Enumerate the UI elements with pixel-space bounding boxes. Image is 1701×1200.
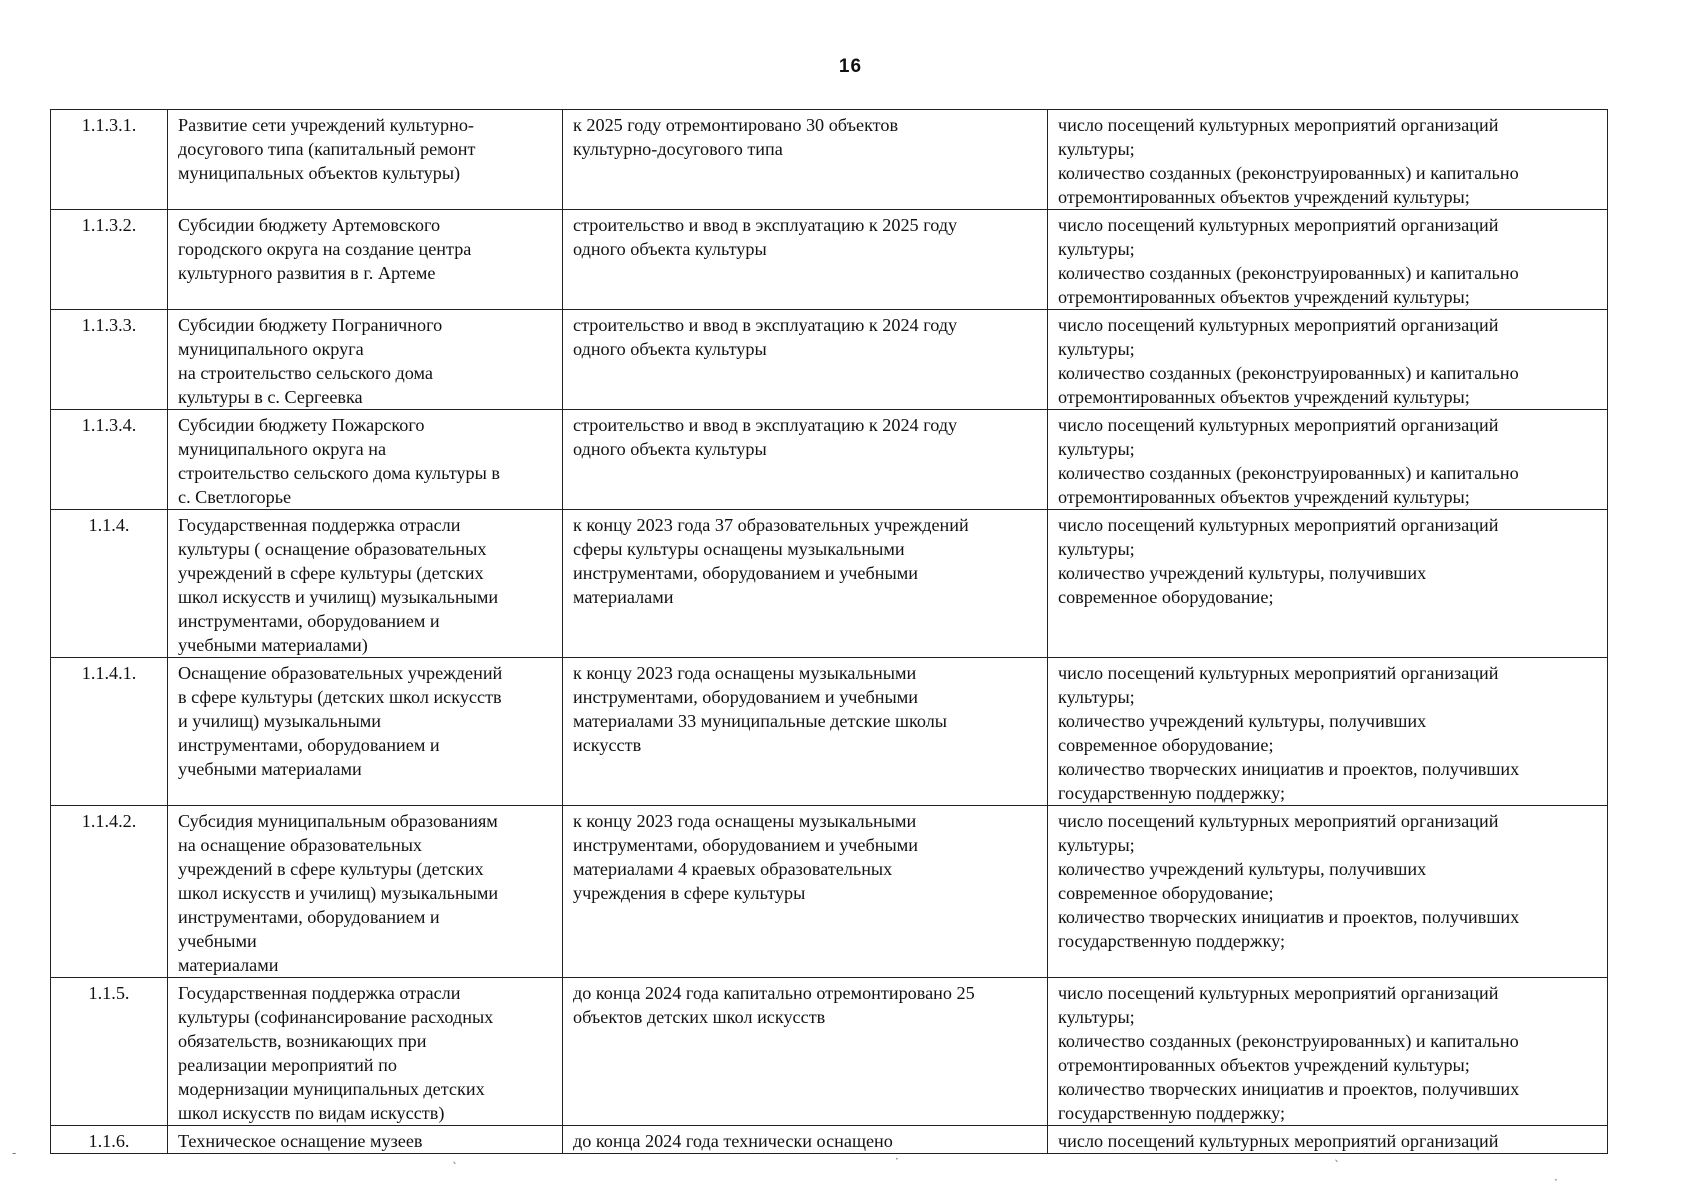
measure-name-line: Оснащение образовательных учреждений bbox=[178, 663, 503, 683]
indicator-line: количество созданных (реконструированных) и капитально bbox=[1058, 363, 1519, 383]
indicators-cell bbox=[1048, 978, 1608, 1126]
expected-result-line: одного объекта культуры bbox=[573, 239, 767, 259]
table-row bbox=[51, 806, 1608, 978]
row-number-cell bbox=[51, 978, 168, 1126]
measure-name-line: муниципального округа на bbox=[178, 439, 387, 459]
indicator-line: число посещений культурных мероприятий организаций bbox=[1058, 1131, 1499, 1151]
measure-name-cell bbox=[168, 978, 563, 1126]
scan-artifact: ˎ bbox=[1334, 1148, 1340, 1162]
indicator-line: количество учреждений культуры, получивших bbox=[1058, 859, 1427, 879]
table-row bbox=[51, 978, 1608, 1126]
indicator-line: число посещений культурных мероприятий организаций bbox=[1058, 811, 1499, 831]
measure-name-line: учреждений в сфере культуры (детских bbox=[178, 859, 484, 879]
indicator-line: число посещений культурных мероприятий организаций bbox=[1058, 115, 1499, 135]
expected-result-line: сферы культуры оснащены музыкальными bbox=[573, 539, 905, 559]
measure-name-cell bbox=[168, 410, 563, 510]
indicator-line: культуры; bbox=[1058, 1007, 1135, 1027]
measure-name-line: на оснащение образовательных bbox=[178, 835, 423, 855]
expected-result-line: материалами 33 муниципальные детские школы bbox=[573, 711, 948, 731]
scan-artifact: - bbox=[12, 1146, 17, 1160]
expected-result-cell bbox=[563, 658, 1048, 806]
expected-result-line: до конца 2024 года технически оснащено bbox=[573, 1131, 893, 1151]
row-number-cell bbox=[51, 410, 168, 510]
indicators-cell bbox=[1048, 1126, 1608, 1154]
measure-name-line: школ искусств и училищ) музыкальными bbox=[178, 587, 499, 607]
measure-name-cell bbox=[168, 1126, 563, 1154]
indicator-line: отремонтированных объектов учреждений культуры; bbox=[1058, 387, 1470, 407]
row-number: 1.1.3.1. bbox=[81, 115, 137, 135]
indicator-line: государственную поддержку; bbox=[1058, 931, 1286, 951]
row-number-cell bbox=[51, 510, 168, 658]
measure-name-line: на строительство сельского дома bbox=[178, 363, 433, 383]
indicator-line: государственную поддержку; bbox=[1058, 783, 1286, 803]
measure-name-line: в сфере культуры (детских школ искусств bbox=[178, 687, 502, 707]
expected-result-cell bbox=[563, 978, 1048, 1126]
table-row bbox=[51, 410, 1608, 510]
indicators-cell bbox=[1048, 210, 1608, 310]
measure-name-cell bbox=[168, 806, 563, 978]
measure-name-cell bbox=[168, 510, 563, 658]
page-number: 16 bbox=[838, 56, 863, 77]
indicator-line: количество творческих инициатив и проектов, получивших bbox=[1058, 759, 1520, 779]
indicator-line: культуры; bbox=[1058, 139, 1135, 159]
expected-result-line: материалами 4 краевых образовательных bbox=[573, 859, 893, 879]
row-number: 1.1.4.2. bbox=[81, 811, 137, 831]
table-row bbox=[51, 658, 1608, 806]
measure-name-line: модернизации муниципальных детских bbox=[178, 1079, 485, 1099]
measure-name-line: муниципальных объектов культуры) bbox=[178, 163, 461, 183]
measure-name-line: учреждений в сфере культуры (детских bbox=[178, 563, 484, 583]
indicator-line: современное оборудование; bbox=[1058, 587, 1274, 607]
row-number: 1.1.3.4. bbox=[81, 415, 137, 435]
expected-result-cell bbox=[563, 806, 1048, 978]
expected-result-line: одного объекта культуры bbox=[573, 439, 767, 459]
expected-result-line: строительство и ввод в эксплуатацию к 2024 году bbox=[573, 315, 958, 335]
indicator-line: государственную поддержку; bbox=[1058, 1103, 1286, 1123]
indicator-line: культуры; bbox=[1058, 239, 1135, 259]
indicator-line: культуры; bbox=[1058, 687, 1135, 707]
indicator-line: отремонтированных объектов учреждений культуры; bbox=[1058, 187, 1470, 207]
indicators-cell bbox=[1048, 510, 1608, 658]
expected-result-cell bbox=[563, 110, 1048, 210]
row-number: 1.1.4.1. bbox=[81, 663, 137, 683]
table-row bbox=[51, 510, 1608, 658]
row-number: 1.1.3.2. bbox=[81, 215, 137, 235]
expected-result-line: материалами bbox=[573, 587, 674, 607]
indicator-line: число посещений культурных мероприятий организаций bbox=[1058, 415, 1499, 435]
measure-name-line: инструментами, оборудованием и bbox=[178, 735, 440, 755]
measure-name-cell bbox=[168, 658, 563, 806]
indicator-line: число посещений культурных мероприятий организаций bbox=[1058, 315, 1499, 335]
measure-name-line: школ искусств и училищ) музыкальными bbox=[178, 883, 499, 903]
measure-name-cell bbox=[168, 310, 563, 410]
expected-result-line: объектов детских школ искусств bbox=[573, 1007, 826, 1027]
expected-result-line: инструментами, оборудованием и учебными bbox=[573, 687, 918, 707]
indicator-line: современное оборудование; bbox=[1058, 883, 1274, 903]
measure-name-line: культуры в с. Сергеевка bbox=[178, 387, 363, 407]
expected-result-cell bbox=[563, 1126, 1048, 1154]
expected-result-line: строительство и ввод в эксплуатацию к 2025 году bbox=[573, 215, 958, 235]
expected-result-line: учреждения в сфере культуры bbox=[573, 883, 806, 903]
indicator-line: культуры; bbox=[1058, 539, 1135, 559]
row-number-cell bbox=[51, 210, 168, 310]
expected-result-cell bbox=[563, 310, 1048, 410]
scan-artifact: · bbox=[1554, 1173, 1558, 1187]
row-number-cell bbox=[51, 806, 168, 978]
indicator-line: количество созданных (реконструированных) и капитально bbox=[1058, 1031, 1519, 1051]
indicator-line: число посещений культурных мероприятий организаций bbox=[1058, 983, 1499, 1003]
expected-result-line: культурно-досугового типа bbox=[573, 139, 783, 159]
expected-result-line: инструментами, оборудованием и учебными bbox=[573, 563, 918, 583]
indicator-line: отремонтированных объектов учреждений культуры; bbox=[1058, 287, 1470, 307]
expected-result-line: строительство и ввод в эксплуатацию к 2024 году bbox=[573, 415, 958, 435]
indicators-cell bbox=[1048, 110, 1608, 210]
indicator-line: культуры; bbox=[1058, 439, 1135, 459]
indicator-line: количество созданных (реконструированных) и капитально bbox=[1058, 463, 1519, 483]
scan-artifact: ˎ bbox=[452, 1150, 458, 1164]
expected-result-line: одного объекта культуры bbox=[573, 339, 767, 359]
indicator-line: число посещений культурных мероприятий организаций bbox=[1058, 663, 1499, 683]
indicators-cell bbox=[1048, 310, 1608, 410]
indicator-line: число посещений культурных мероприятий организаций bbox=[1058, 215, 1499, 235]
row-number-cell bbox=[51, 658, 168, 806]
expected-result-line: к концу 2023 года оснащены музыкальными bbox=[573, 663, 917, 683]
expected-result-cell bbox=[563, 410, 1048, 510]
table-row bbox=[51, 110, 1608, 210]
measure-name-line: Развитие сети учреждений культурно- bbox=[178, 115, 474, 135]
measure-name-line: инструментами, оборудованием и bbox=[178, 907, 440, 927]
indicator-line: культуры; bbox=[1058, 339, 1135, 359]
row-number: 1.1.3.3. bbox=[81, 315, 137, 335]
measure-name-line: Субсидия муниципальным образованиям bbox=[178, 811, 498, 831]
expected-result-line: к 2025 году отремонтировано 30 объектов bbox=[573, 115, 899, 135]
measure-name-line: обязательств, возникающих при bbox=[178, 1031, 427, 1051]
row-number: 1.1.6. bbox=[88, 1131, 130, 1151]
row-number-cell bbox=[51, 310, 168, 410]
table-row bbox=[51, 310, 1608, 410]
row-number-cell bbox=[51, 1126, 168, 1154]
measure-name-line: строительство сельского дома культуры в bbox=[178, 463, 500, 483]
measure-name-line: культуры (софинансирование расходных bbox=[178, 1007, 494, 1027]
measure-name-line: и училищ) музыкальными bbox=[178, 711, 382, 731]
indicators-cell bbox=[1048, 806, 1608, 978]
measure-name-cell bbox=[168, 210, 563, 310]
indicator-line: количество творческих инициатив и проектов, получивших bbox=[1058, 1079, 1520, 1099]
measure-name-line: реализации мероприятий по bbox=[178, 1055, 397, 1075]
measure-name-line: Техническое оснащение музеев bbox=[178, 1131, 423, 1151]
measure-name-line: школ искусств по видам искусств) bbox=[178, 1103, 445, 1123]
measure-name-line: учебными bbox=[178, 931, 257, 951]
indicator-line: современное оборудование; bbox=[1058, 735, 1274, 755]
measure-name-line: Субсидии бюджету Пограничного bbox=[178, 315, 443, 335]
measure-name-line: Государственная поддержка отрасли bbox=[178, 983, 461, 1003]
row-number-cell bbox=[51, 110, 168, 210]
measure-name-line: муниципального округа bbox=[178, 339, 364, 359]
scan-artifact: · bbox=[895, 1152, 899, 1166]
measure-name-line: учебными материалами) bbox=[178, 635, 368, 655]
expected-result-line: к концу 2023 года оснащены музыкальными bbox=[573, 811, 917, 831]
indicator-line: количество творческих инициатив и проектов, получивших bbox=[1058, 907, 1520, 927]
indicator-line: количество созданных (реконструированных) и капитально bbox=[1058, 163, 1519, 183]
measure-name-line: с. Светлогорье bbox=[178, 487, 292, 507]
indicator-line: отремонтированных объектов учреждений культуры; bbox=[1058, 1055, 1470, 1075]
expected-result-line: инструментами, оборудованием и учебными bbox=[573, 835, 918, 855]
measure-name-line: учебными материалами bbox=[178, 759, 362, 779]
expected-result-line: к концу 2023 года 37 образовательных учреждений bbox=[573, 515, 969, 535]
measure-name-line: материалами bbox=[178, 955, 279, 975]
measures-table bbox=[50, 109, 1608, 1154]
indicators-cell bbox=[1048, 658, 1608, 806]
measure-name-line: культурного развития в г. Артеме bbox=[178, 263, 436, 283]
indicator-line: число посещений культурных мероприятий организаций bbox=[1058, 515, 1499, 535]
expected-result-cell bbox=[563, 210, 1048, 310]
indicator-line: культуры; bbox=[1058, 835, 1135, 855]
expected-result-line: искусств bbox=[573, 735, 642, 755]
indicator-line: количество учреждений культуры, получивших bbox=[1058, 563, 1427, 583]
measure-name-line: досугового типа (капитальный ремонт bbox=[178, 139, 476, 159]
indicator-line: количество учреждений культуры, получивших bbox=[1058, 711, 1427, 731]
measure-name-cell bbox=[168, 110, 563, 210]
indicator-line: количество созданных (реконструированных) и капитально bbox=[1058, 263, 1519, 283]
table-row bbox=[51, 210, 1608, 310]
measure-name-line: Государственная поддержка отрасли bbox=[178, 515, 461, 535]
indicator-line: отремонтированных объектов учреждений культуры; bbox=[1058, 487, 1470, 507]
measure-name-line: Субсидии бюджету Артемовского bbox=[178, 215, 441, 235]
measure-name-line: инструментами, оборудованием и bbox=[178, 611, 440, 631]
indicators-cell bbox=[1048, 410, 1608, 510]
row-number: 1.1.5. bbox=[88, 983, 130, 1003]
measure-name-line: городского округа на создание центра bbox=[178, 239, 472, 259]
expected-result-line: до конца 2024 года капитально отремонтировано 25 bbox=[573, 983, 975, 1003]
table-row bbox=[51, 1126, 1608, 1154]
measure-name-line: культуры ( оснащение образовательных bbox=[178, 539, 487, 559]
row-number: 1.1.4. bbox=[88, 515, 130, 535]
expected-result-cell bbox=[563, 510, 1048, 658]
measure-name-line: Субсидии бюджету Пожарского bbox=[178, 415, 425, 435]
